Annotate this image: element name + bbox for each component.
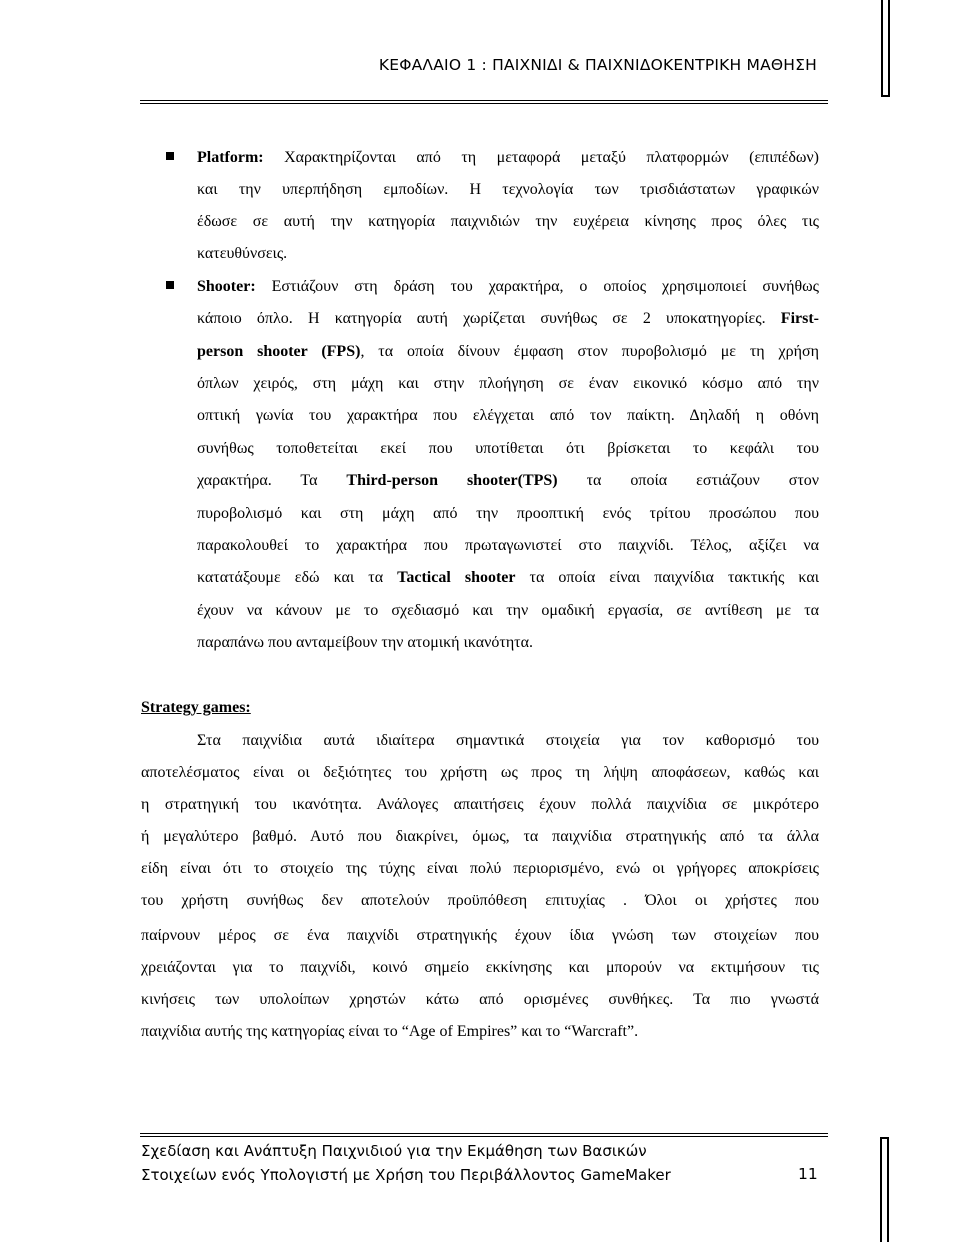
shooter-line-5: οπτική γωνία του χαρακτήρα που ελέγχεται από τον παίκτη. Δηλαδή η οθόνη bbox=[197, 407, 819, 424]
page-border-top-right bbox=[881, 0, 890, 97]
strategy-line-2: αποτελέσματος είναι οι δεξιότητες του χρήστη ως προς τη λήψη αποφάσεων, καθώς και bbox=[141, 764, 819, 781]
shooter-line-9: παρακολουθεί το χαρακτήρα που πρωταγωνιστεί στο παιχνίδι. Τέλος, αξίζει να bbox=[197, 537, 819, 554]
strategy-line-3: η στρατηγική του ικανότητα. Ανάλογες απαιτήσεις έχουν πολλά παιχνίδια σε μικρότερο bbox=[141, 796, 819, 813]
strategy-line-4: ή μεγαλύτερο βαθμό. Αυτό που διακρίνει, όμως, τα παιχνίδια στρατηγικής από τα άλλα bbox=[141, 828, 819, 845]
shooter-line-4: όπλων χειρός, στη μάχη και στην πλοήγηση σε έναν εικονικό κόσμο από την bbox=[197, 375, 819, 392]
strategy-line-1: Στα παιχνίδια αυτά ιδιαίτερα σημαντικά στοιχεία για τον καθορισμό του bbox=[197, 732, 819, 749]
footer-line-1: Σχεδίαση και Ανάπτυξη Παιχνιδιού για την Εκμάθηση των Βασικών bbox=[141, 1142, 647, 1160]
shooter-line-11: έχουν να κάνουν με το σχεδιασμό και την ομαδική εργασία, σε αντίθεση με τα bbox=[197, 602, 819, 619]
term-tactical: Tactical shooter bbox=[397, 569, 516, 586]
page-number: 11 bbox=[798, 1165, 818, 1183]
section-heading-strategy: Strategy games: bbox=[141, 699, 251, 716]
platform-line-1 bbox=[197, 148, 819, 168]
text-run: Χαρακτηρίζονται από τη μεταφορά μεταξύ πλατφορμών (επιπέδων) bbox=[263, 149, 819, 166]
strategy-line-8: χρειάζονται για το παιχνίδι, κοινό σημείο εκκίνησης και μπορούν να εκτιμήσουν τις bbox=[141, 959, 819, 976]
platform-line-2: και την υπερπήδηση εμποδίων. Η τεχνολογία των τρισδιάστατων γραφικών bbox=[197, 181, 819, 198]
strategy-line-6: του χρήστη συνήθως δεν αποτελούν προϋπόθεση επιτυχίας . Όλοι οι χρήστες που bbox=[141, 892, 819, 909]
shooter-line-6: συνήθως τοποθετείται εκεί που υποτίθεται ότι βρίσκεται το κεφάλι του bbox=[197, 440, 819, 457]
platform-line-4: κατευθύνσεις. bbox=[197, 245, 288, 262]
term-first-person: First- bbox=[780, 310, 819, 327]
shooter-term: Shooter: bbox=[197, 278, 256, 295]
header-rule bbox=[140, 100, 828, 101]
strategy-line-10: παιχνίδια αυτής της κατηγορίας είναι το “Age of Empires” και το “Warcraft”. bbox=[141, 1023, 639, 1040]
shooter-line-8: πυροβολισμό και στη μάχη από την προοπτική ενός τρίτου προσώπου που bbox=[197, 505, 819, 522]
bullet-marker bbox=[166, 281, 174, 289]
shooter-line-7 bbox=[197, 471, 819, 491]
text-run: Εστιάζουν στη δράση του χαρακτήρα, ο οποίος χρησιμοποιεί συνήθως bbox=[255, 278, 819, 295]
shooter-line-3 bbox=[197, 342, 819, 362]
strategy-line-5: είδη είναι ότι το στοιχείο της τύχης είναι πολύ περιορισμένο, ενώ οι γρήγορες αποκρίσεις bbox=[141, 860, 819, 877]
footer-rule-thin bbox=[140, 1136, 828, 1137]
text-run: , τα οποία δίνουν έμφαση στον πυροβολισμό με τη χρήση bbox=[360, 343, 819, 360]
text-run: τα οποία εστιάζουν στον bbox=[557, 472, 819, 489]
header-rule-thin bbox=[140, 103, 828, 104]
chapter-header: ΚΕΦΑΛΑΙΟ 1 : ΠΑΙΧΝΙΔΙ & ΠΑΙΧΝΙΔΟΚΕΝΤΡΙΚΗ ΜΑΘΗΣΗ bbox=[378, 56, 817, 74]
platform-term: Platform: bbox=[197, 149, 264, 166]
shooter-line-10 bbox=[197, 568, 819, 588]
shooter-line-12: παραπάνω που ανταμείβουν την ατομική ικανότητα. bbox=[197, 634, 533, 651]
text-run: κατατάξουμε εδώ και τα bbox=[197, 569, 398, 586]
text-run: κάποιο όπλο. Η κατηγορία αυτή χωρίζεται συνήθως σε 2 υποκατηγορίες. bbox=[197, 310, 781, 327]
shooter-line-2 bbox=[197, 309, 819, 329]
strategy-line-9: κινήσεις των υπολοίπων χρηστών κάτω από ορισμένες συνθήκες. Τα πιο γνωστά bbox=[141, 991, 819, 1008]
strategy-line-7: παίρνουν μέρος σε ένα παιχνίδι στρατηγικής έχουν ίδια γνώση των στοιχείων που bbox=[141, 927, 819, 944]
text-run: χαρακτήρα. Τα bbox=[197, 472, 347, 489]
text-run: τα οποία είναι παιχνίδια τακτικής και bbox=[515, 569, 820, 586]
footer-rule bbox=[140, 1133, 828, 1134]
shooter-line-1 bbox=[197, 277, 819, 297]
bullet-marker bbox=[166, 152, 174, 160]
term-fps: person shooter (FPS) bbox=[197, 343, 361, 360]
footer-line-2: Στοιχείων ενός Υπολογιστή με Χρήση του Περιβάλλοντος GameMaker bbox=[141, 1166, 671, 1184]
page-border-bottom-right bbox=[880, 1137, 889, 1242]
platform-line-3: έδωσε σε αυτή την κατηγορία παιχνιδιών την ευχέρεια κίνησης προς όλες τις bbox=[197, 213, 819, 230]
term-tps: Third-person shooter(TPS) bbox=[346, 472, 558, 489]
